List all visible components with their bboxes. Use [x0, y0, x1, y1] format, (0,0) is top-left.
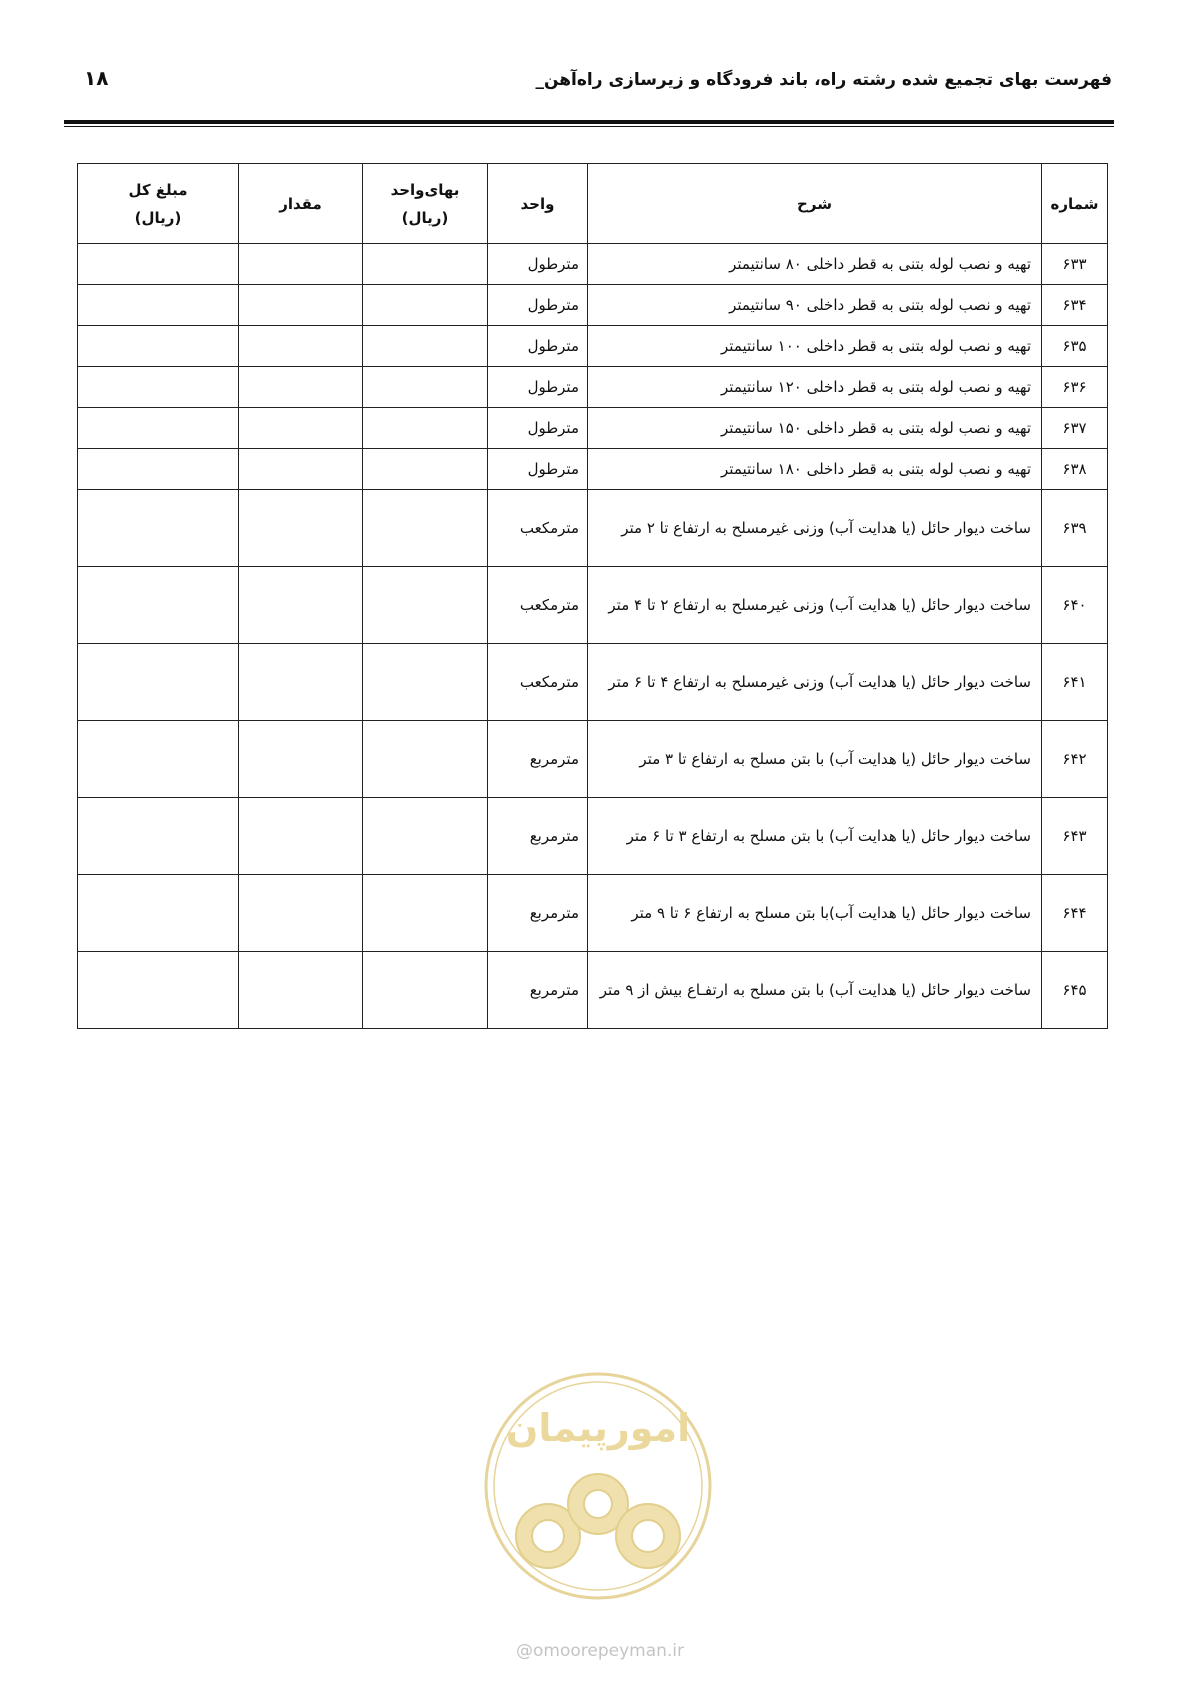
item-unit: مترمربع — [488, 721, 588, 798]
item-quantity — [239, 285, 363, 326]
total-label: مبلغ کل — [128, 180, 188, 199]
item-total — [78, 644, 239, 721]
column-header-unit-price — [363, 164, 488, 244]
item-number: ۶۳۸ — [1042, 449, 1108, 490]
item-unit: مترطول — [488, 367, 588, 408]
item-unit: مترمکعب — [488, 490, 588, 567]
item-number: ۶۴۳ — [1042, 798, 1108, 875]
item-unit-price — [363, 721, 488, 798]
item-total — [78, 285, 239, 326]
unit-price-label: بهای‌واحد — [390, 180, 460, 199]
item-unit: مترطول — [488, 285, 588, 326]
item-description: تهیه و نصب لوله بتنی به قطر داخلی ۱۰۰ سانتیمتر — [588, 326, 1042, 367]
item-description: تهیه و نصب لوله بتنی به قطر داخلی ۸۰ سانتیمتر — [588, 244, 1042, 285]
column-header-number: شماره — [1042, 164, 1108, 244]
item-unit: مترمربع — [488, 952, 588, 1029]
item-number: ۶۴۰ — [1042, 567, 1108, 644]
item-description: تهیه و نصب لوله بتنی به قطر داخلی ۹۰ سانتیمتر — [588, 285, 1042, 326]
item-description: تهیه و نصب لوله بتنی به قطر داخلی ۱۸۰ سانتیمتر — [588, 449, 1042, 490]
item-description: تهیه و نصب لوله بتنی به قطر داخلی ۱۲۰ سانتیمتر — [588, 367, 1042, 408]
item-unit: مترطول — [488, 449, 588, 490]
item-quantity — [239, 449, 363, 490]
item-unit: مترمربع — [488, 798, 588, 875]
item-total — [78, 798, 239, 875]
item-unit-price — [363, 408, 488, 449]
document-title: فهرست بهای تجمیع شده رشته راه، باند فرودگاه و زیرسازی راه‌آهن_ — [535, 70, 1112, 90]
item-unit: مترمکعب — [488, 567, 588, 644]
item-quantity — [239, 567, 363, 644]
item-unit-price — [363, 367, 488, 408]
item-unit-price — [363, 449, 488, 490]
item-total — [78, 952, 239, 1029]
unit-price-currency: (ریال) — [401, 208, 449, 227]
item-quantity — [239, 367, 363, 408]
column-header-total — [78, 164, 239, 244]
price-list-table — [77, 163, 1108, 1029]
item-number: ۶۴۲ — [1042, 721, 1108, 798]
table-row — [78, 408, 1108, 449]
item-total — [78, 449, 239, 490]
table-row — [78, 490, 1108, 567]
table-row — [78, 567, 1108, 644]
item-unit: مترطول — [488, 326, 588, 367]
table-row — [78, 798, 1108, 875]
table-row — [78, 952, 1108, 1029]
table-row — [78, 285, 1108, 326]
table-row — [78, 449, 1108, 490]
item-quantity — [239, 875, 363, 952]
item-number: ۶۴۱ — [1042, 644, 1108, 721]
item-description: تهیه و نصب لوله بتنی به قطر داخلی ۱۵۰ سانتیمتر — [588, 408, 1042, 449]
item-unit-price — [363, 952, 488, 1029]
watermark-url: @omoorepeyman.ir — [515, 1641, 685, 1661]
item-total — [78, 490, 239, 567]
item-total — [78, 721, 239, 798]
item-total — [78, 367, 239, 408]
item-quantity — [239, 721, 363, 798]
header-rule-thin — [64, 126, 1114, 127]
item-unit-price — [363, 244, 488, 285]
item-unit: مترطول — [488, 408, 588, 449]
item-quantity — [239, 244, 363, 285]
table-row — [78, 875, 1108, 952]
item-unit-price — [363, 798, 488, 875]
table-row — [78, 326, 1108, 367]
item-number: ۶۳۴ — [1042, 285, 1108, 326]
item-unit-price — [363, 644, 488, 721]
page-header — [66, 62, 1112, 102]
item-description: ساخت دیوار حائل (یا هدایت آب) وزنی غیرمسلح به ارتفاع تا ۲ متر — [588, 490, 1042, 567]
item-number: ۶۳۹ — [1042, 490, 1108, 567]
item-unit: مترطول — [488, 244, 588, 285]
column-header-unit: واحد — [488, 164, 588, 244]
item-description: ساخت دیوار حائل (یا هدایت آب)با بتن مسلح به ارتفاع ۶ تا ۹ متر — [588, 875, 1042, 952]
item-description: ساخت دیوار حائل (یا هدایت آب) با بتن مسلح به ارتفـاع بیش از ۹ متر — [588, 952, 1042, 1029]
item-description: ساخت دیوار حائل (یا هدایت آب) وزنی غیرمسلح به ارتفاع ۴ تا ۶ متر — [588, 644, 1042, 721]
item-unit-price — [363, 285, 488, 326]
item-quantity — [239, 644, 363, 721]
item-total — [78, 567, 239, 644]
table-row — [78, 244, 1108, 285]
item-number: ۶۳۷ — [1042, 408, 1108, 449]
column-header-description: شرح — [588, 164, 1042, 244]
omoorepeyman-logo-watermark — [478, 1366, 718, 1606]
item-number: ۶۴۵ — [1042, 952, 1108, 1029]
table-row — [78, 367, 1108, 408]
item-number: ۶۴۴ — [1042, 875, 1108, 952]
item-description: ساخت دیوار حائل (یا هدایت آب) با بتن مسلح به ارتفاع ۳ تا ۶ متر — [588, 798, 1042, 875]
item-description: ساخت دیوار حائل (یا هدایت آب) با بتن مسلح به ارتفاع تا ۳ متر — [588, 721, 1042, 798]
item-quantity — [239, 326, 363, 367]
item-total — [78, 875, 239, 952]
item-number: ۶۳۶ — [1042, 367, 1108, 408]
item-description: ساخت دیوار حائل (یا هدایت آب) وزنی غیرمسلح به ارتفاع ۲ تا ۴ متر — [588, 567, 1042, 644]
item-quantity — [239, 490, 363, 567]
logo-text: امورپیمان — [505, 1406, 691, 1450]
item-unit: مترمکعب — [488, 644, 588, 721]
item-quantity — [239, 408, 363, 449]
table-row — [78, 721, 1108, 798]
item-unit-price — [363, 875, 488, 952]
header-rule — [64, 120, 1114, 124]
item-unit-price — [363, 326, 488, 367]
item-total — [78, 326, 239, 367]
item-unit-price — [363, 490, 488, 567]
total-currency: (ریال) — [134, 208, 182, 227]
item-number: ۶۳۳ — [1042, 244, 1108, 285]
item-quantity — [239, 798, 363, 875]
item-unit-price — [363, 567, 488, 644]
page-number: ۱۸ — [84, 66, 109, 90]
table-header-row — [78, 164, 1108, 244]
table-row — [78, 644, 1108, 721]
item-total — [78, 408, 239, 449]
item-unit: مترمربع — [488, 875, 588, 952]
item-number: ۶۳۵ — [1042, 326, 1108, 367]
item-quantity — [239, 952, 363, 1029]
column-header-quantity: مقدار — [239, 164, 363, 244]
item-total — [78, 244, 239, 285]
